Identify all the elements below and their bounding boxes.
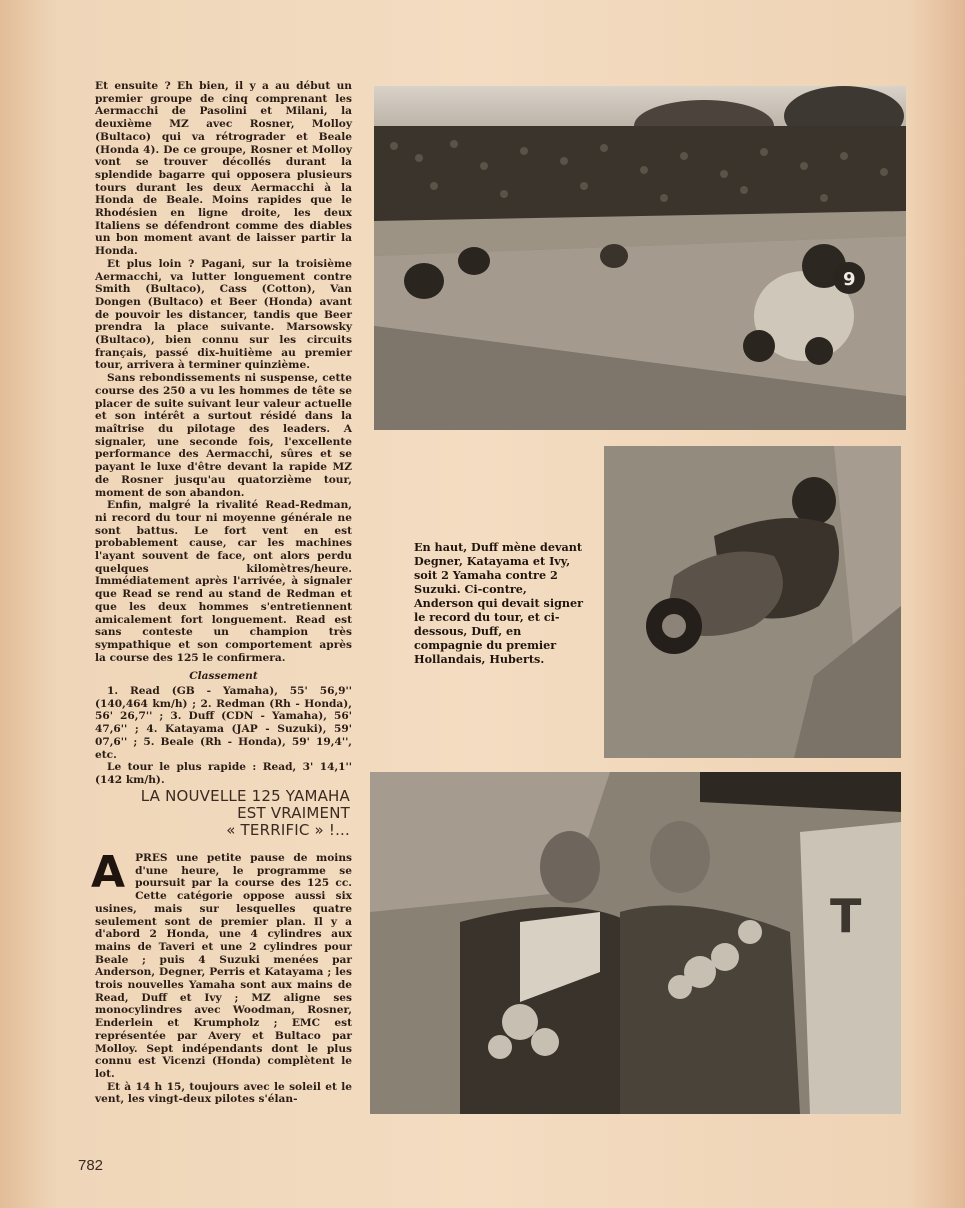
article-paragraph: Et ensuite ? Eh bien, il y a au début un premier groupe de cinq comprenant les Aermacchi de Pasolini et Milani, la deuxième MZ avec Rosner, Molloy (Bultaco) qui va rétrograder et Beale (Honda 4). De ce groupe, Rosner et Molloy vont se trouver décollés durant la splendide bagarre qui opposera plusieurs tours durant les deux Aermacchi à la Honda de Beale. Moins rapides que le Rhodésien en ligne droite, les deux Italiens se défendront comme des diables un bon moment avant de laisser partir la Honda. [95, 80, 352, 258]
article-paragraph: Enfin, malgré la rivalité Read-Redman, ni record du tour ni moyenne générale ne sont battus. Le fort vent en est probablement cause, car les machines l'ayant souvent de face, ont alors perdu quelques kilomètres/heure. Immédiatement après l'arrivée, à signaler que Read se rend au stand de Redman et que les deux hommes s'entretiennent amicalement fort longuement. Read est sans conteste un champion très sympathique et son comportement après la course des 125 le confirmera. [95, 499, 352, 664]
photo-podium-riders [370, 772, 901, 1114]
article-paragraph: Et plus loin ? Pagani, sur la troisième Aermacchi, va lutter longuement contre Smith (Bultaco), Cass (Cotton), Van Dongen (Bultaco) et Beer (Honda) avant de pouvoir les distancer, tandis que Beer prendra la place suivante. Marsowsky (Bultaco), bien connu sur les circuits français, passé dix-huitième au premier tour, arrivera à terminer quinzième. [95, 257, 352, 372]
svg-text:9: 9 [843, 269, 856, 290]
paragraph-body: une petite pause de moins d'une heure, le programme se poursuit par la course des 125 cc. Cette catégorie oppose aussi six usines, mais sur lesquelles quatre seulement sont de premier plan. Il y a d'abord 2 Honda, une 4 cylindres aux mains de Taveri et une 2 cylindres pour Beale ; puis 4 Suzuki menées par Anderson, Degner, Perris et Katayama ; les trois nouvelles Yamaha sont aux mains de Read, Duff et Ivy ; MZ aligne ses monocylindres avec Woodman, Rosner, Enderlein et Krumpholz ; EMC est représentée par Avery et Bultaco par Molloy. Sept indépendants dont le plus connu est Vicenzi (Honda) complètent le lot. [95, 852, 352, 1080]
first-word: PRES [135, 852, 168, 864]
section-title-line: « TERRIFIC » !... [226, 821, 350, 839]
classement-heading: Classement [189, 670, 258, 683]
race-photo-graphic [374, 86, 906, 430]
section-paragraph: Et à 14 h 15, toujours avec le soleil et le vent, les vingt-deux pilotes s'élan- [95, 1080, 352, 1106]
page-number: 782 [78, 1157, 104, 1174]
section-title-line: EST VRAIMENT [237, 804, 350, 822]
photo-race-crowd [374, 86, 906, 430]
section-title-line: LA NOUVELLE 125 YAMAHA [140, 787, 350, 805]
fastest-lap: Le tour le plus rapide : Read, 3' 14,1'' (142 km/h). [95, 761, 352, 786]
photo-anderson [604, 446, 901, 758]
article-paragraph: Sans rebondissements ni suspense, cette course des 250 a vu les hommes de tête se placer de suite suivant leur valeur actuelle et son intérêt a surtout résidé dans la maîtrise du pilotage des leaders. A signaler, une seconde fois, l'excellente performance des Aermacchi, sûres et se payant le luxe d'être devant la rapide MZ de Rosner jusqu'au quatorzième tour, moment de son abandon. [95, 372, 352, 499]
section-text-column [91, 847, 352, 1106]
drop-cap: A [91, 847, 126, 898]
classement-results: 1. Read (GB - Yamaha), 55' 56,9'' (140,464 km/h) ; 2. Redman (Rh - Honda), 56' 26,7'' ; 3. Duff (CDN - Yamaha), 56' 47,6'' ; 4. Katayama (JAP - Suzuki), 59' 07,6'' ; 5. Beale (Rh - Honda), 59' 19,4'', etc. [95, 685, 352, 761]
svg-text:T: T [830, 889, 862, 943]
anderson-photo-graphic [604, 446, 901, 758]
section-paragraph [91, 847, 352, 1081]
section-title [100, 788, 350, 839]
article-text-column [95, 80, 352, 787]
podium-photo-graphic [370, 772, 901, 1114]
photo-caption: En haut, Duff mène devant Degner, Katayama et Ivy, soit 2 Yamaha contre 2 Suzuki. Ci-contre, Anderson qui devait signer le record du tour, et ci-dessous, Duff, en compagnie du premier Hollandais, Huberts. [414, 540, 584, 666]
